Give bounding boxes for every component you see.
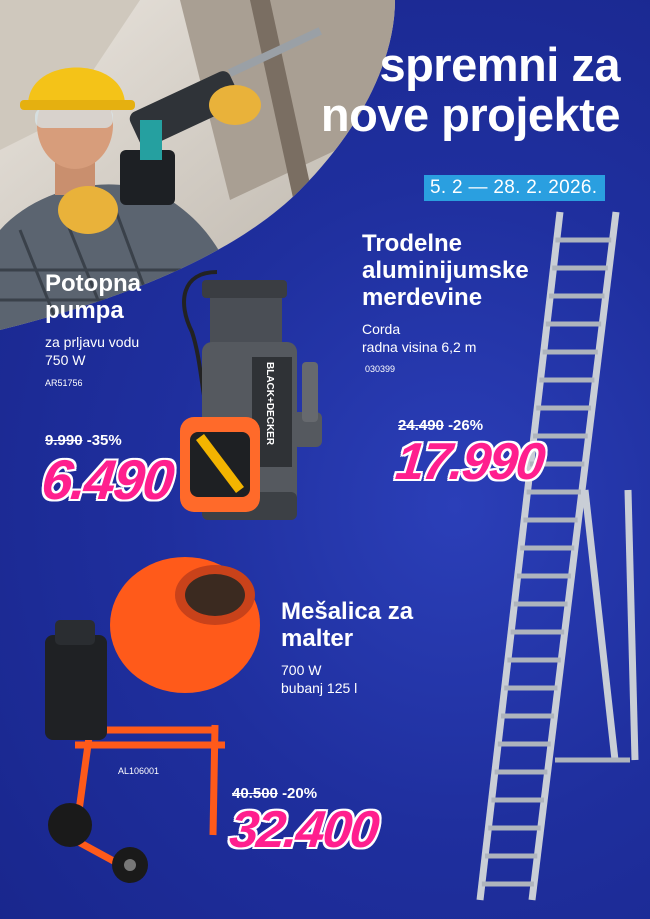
ladder-new-price: 17.990 (392, 433, 547, 491)
mixer-discount: -20% (282, 785, 318, 802)
pump-title (45, 270, 141, 324)
mixer-title-line-1: Mešalica za (281, 598, 414, 625)
date-range-badge: 5. 2 — 28. 2. 2026. (424, 175, 605, 201)
mixer-old-price-value: 40.500 (232, 785, 278, 802)
pump-title-line-2: pumpa (45, 297, 124, 324)
pump-discount: -35% (86, 432, 122, 449)
pump-new-price: 6.490 (38, 448, 176, 511)
ladder-title-line-2: aluminijumske (362, 257, 529, 284)
ladder-discount: -26% (448, 417, 484, 434)
mixer-description (281, 661, 357, 697)
mixer-title-line-2: malter (281, 625, 354, 652)
pump-brand-label: BLACK+DECKER (264, 362, 275, 446)
mixer-code: AL106001 (118, 766, 160, 776)
mixer-new-price: 32.400 (226, 801, 381, 859)
pump-title-line-1: Potopna (45, 270, 141, 297)
pump-image (172, 262, 337, 527)
ladder-code: 030399 (365, 364, 396, 374)
mixer-desc-line-2: bubanj 125 l (281, 680, 358, 696)
headline-line-2: nove projekte (320, 88, 620, 141)
headline (321, 40, 620, 140)
headline-line-1: spremni za (379, 38, 620, 91)
ladder-desc-line-1: Corda (362, 321, 401, 337)
pump-old-price-value: 9.990 (45, 432, 83, 449)
mixer-desc-line-1: 700 W (281, 662, 322, 678)
ladder-title-line-3: merdevine (362, 284, 483, 311)
ladder-old-price-value: 24.490 (398, 417, 444, 434)
pump-desc-line-2: 750 W (45, 352, 86, 368)
ladder-title-line-1: Trodelne (362, 230, 463, 257)
ladder-desc-line-2: radna visina 6,2 m (362, 339, 477, 355)
pump-desc-line-1: za prljavu vodu (45, 334, 140, 350)
mixer-title (281, 598, 413, 652)
pump-code: AR51756 (45, 378, 83, 388)
pump-description (45, 333, 139, 369)
ladder-image (440, 200, 640, 915)
